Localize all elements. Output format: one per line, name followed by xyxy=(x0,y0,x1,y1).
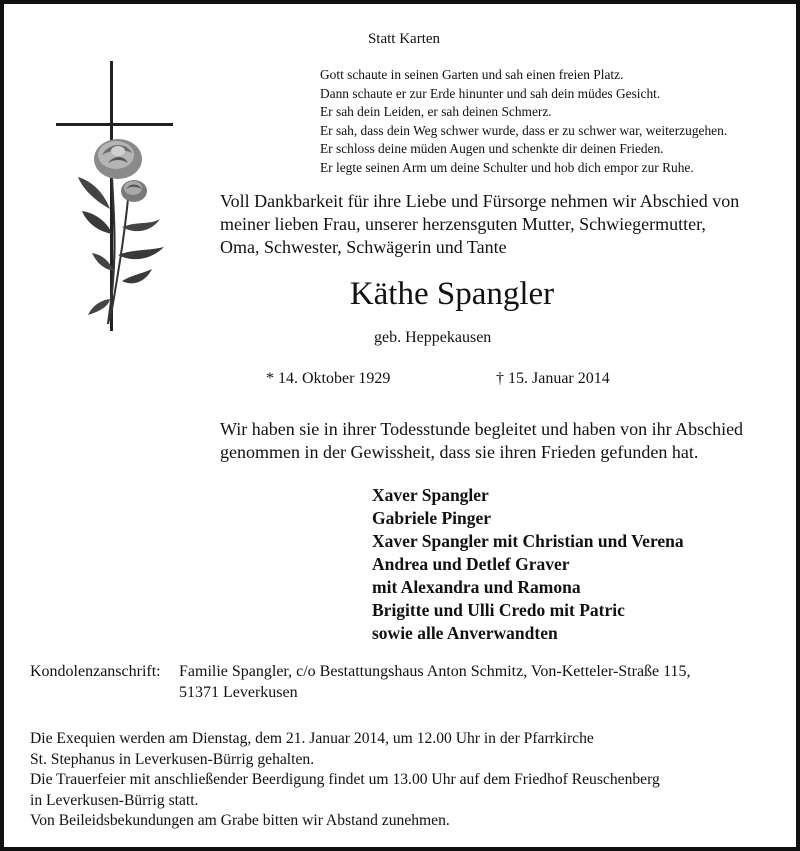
notes-line: Die Exequien werden am Dienstag, dem 21. Januar 2014, um 12.00 Uhr in der Pfarrkirche xyxy=(30,730,594,747)
family-member: Brigitte und Ulli Credo mit Patric xyxy=(372,600,625,620)
service-notes xyxy=(30,729,660,832)
family-member: Xaver Spangler mit Christian und Verena xyxy=(372,531,684,551)
deceased-name: Käthe Spangler xyxy=(349,276,555,312)
notes-line: St. Stephanus in Leverkusen-Bürrig gehalten. xyxy=(30,750,315,768)
poem-line: Er schloss deine müden Augen und schenkte dir deinen Frieden. xyxy=(320,141,664,157)
condolence-label: Kondolenzanschrift: xyxy=(30,663,161,680)
intro-line: Oma, Schwester, Schwägerin und Tante xyxy=(220,237,507,257)
closing-line: Wir haben sie in ihrer Todesstunde begleitet und haben von ihr Abschied xyxy=(220,419,744,439)
poem-line: Gott schaute in seinen Garten und sah einen freien Platz. xyxy=(320,67,624,82)
intro-line: Voll Dankbarkeit für ihre Liebe und Fürsorge nehmen wir Abschied von xyxy=(220,191,740,211)
condolence-address-line: Familie Spangler, c/o Bestattungshaus Anton Schmitz, Von-Ketteler-Straße 115, xyxy=(179,663,691,680)
notes-line: Die Trauerfeier mit anschließender Beerdigung findet um 13.00 Uhr auf dem Friedhof Reuschenberg xyxy=(30,771,660,788)
poem xyxy=(320,66,727,178)
condolence-address-line: 51371 Leverkusen xyxy=(179,684,298,701)
intro-line: meiner lieben Frau, unserer herzensguten Mutter, Schwiegermutter, xyxy=(220,214,706,234)
birth-date: * 14. Oktober 1929 xyxy=(266,370,391,387)
notes-line: in Leverkusen-Bürrig statt. xyxy=(30,791,199,809)
family-member: Xaver Spangler xyxy=(372,485,489,505)
poem-line: Er sah, dass dein Weg schwer wurde, dass er zu schwer war, weiterzugehen. xyxy=(320,122,728,138)
closing-text xyxy=(220,418,743,464)
family-member: Andrea und Detlef Graver xyxy=(372,554,570,574)
family-member: Gabriele Pinger xyxy=(372,508,492,528)
closing-line: genommen in der Gewissheit, dass sie ihren Frieden gefunden hat. xyxy=(220,442,699,462)
family-member: mit Alexandra und Ramona xyxy=(372,577,581,597)
intro-text xyxy=(220,190,739,259)
poem-line: Dann schaute er zur Erde hinunter und sah dein müdes Gesicht. xyxy=(320,85,661,101)
notes-line: Von Beileidsbekundungen am Grabe bitten wir Abstand zunehmen. xyxy=(30,812,450,829)
family-member: sowie alle Anverwandten xyxy=(372,623,558,643)
death-date: † 15. Januar 2014 xyxy=(496,370,610,387)
header-title: Statt Karten xyxy=(367,31,441,47)
family-list xyxy=(372,484,684,645)
maiden-name: geb. Heppekausen xyxy=(374,329,492,346)
poem-line: Er legte seinen Arm um deine Schulter und hob dich empor zur Ruhe. xyxy=(320,159,694,175)
poem-line: Er sah dein Leiden, er sah deinen Schmerz. xyxy=(320,104,552,120)
